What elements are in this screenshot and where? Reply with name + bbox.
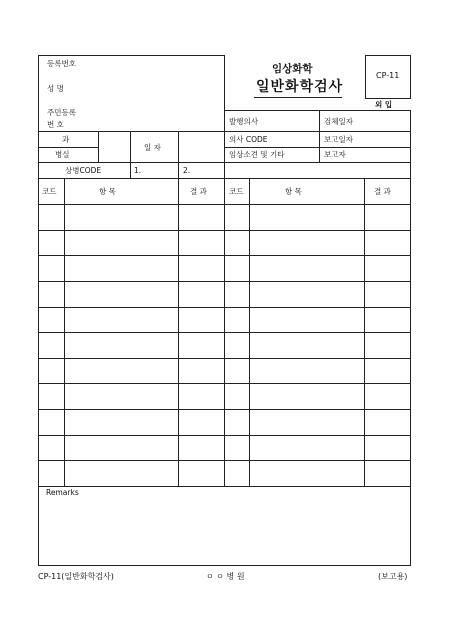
row-line <box>38 162 411 163</box>
clinical-note-label: 임상소견 및 기타 <box>229 150 285 159</box>
col-line <box>249 178 250 486</box>
col-line <box>319 110 320 162</box>
doctor-label: 발행의사 <box>229 117 258 126</box>
col-header-code-left: 코드 <box>42 187 57 196</box>
outpatient-inpatient-label: 외 입 <box>375 100 393 109</box>
row-line <box>224 131 411 132</box>
remarks-label: Remarks <box>46 488 79 497</box>
form-title: 일반화학검사 <box>256 79 344 95</box>
reg-no-label: 등록번호 <box>47 59 76 68</box>
table-row-line <box>38 435 411 436</box>
table-row-line <box>38 230 411 231</box>
report-date-label: 보고일자 <box>324 135 353 144</box>
specimen-date-label: 검체일자 <box>324 117 353 126</box>
table-row-line <box>38 486 411 487</box>
col-header-result-right: 결 과 <box>374 187 391 196</box>
row-line <box>38 204 411 205</box>
frame-line <box>38 565 411 566</box>
name-label: 성 명 <box>47 84 64 93</box>
col-header-code-right: 코드 <box>229 187 244 196</box>
disease-code-2: 2. <box>183 166 191 175</box>
row-line <box>38 147 98 148</box>
table-row-line <box>38 332 411 333</box>
row-line <box>224 147 411 148</box>
frame-line <box>224 110 410 111</box>
footer-form-name: CP-11(일반화학검사) <box>38 572 114 581</box>
resident-no-label-1: 주민등록 <box>47 108 76 117</box>
row-line <box>38 178 411 179</box>
col-line <box>64 178 65 486</box>
row-line <box>38 131 225 132</box>
col-header-result-left: 결 과 <box>190 187 207 196</box>
table-row-line <box>38 358 411 359</box>
table-row-line <box>38 281 411 282</box>
frame-line <box>38 55 225 56</box>
resident-no-label-2: 번 호 <box>47 120 64 129</box>
form-code: CP-11 <box>376 71 400 80</box>
table-row-line <box>38 255 411 256</box>
disease-code-label: 상병CODE <box>65 166 102 175</box>
col-header-item-left: 항 목 <box>99 187 116 196</box>
table-row-line <box>38 383 411 384</box>
footer-copy: (보고용) <box>378 572 408 581</box>
footer-hospital: ㅇ ㅇ 병 원 <box>206 572 245 581</box>
reporter-label: 보고자 <box>324 150 346 159</box>
col-line <box>364 178 365 486</box>
table-row-line <box>38 307 411 308</box>
ward-label: 병실 <box>55 150 70 159</box>
doctor-code-label: 의사 CODE <box>229 135 268 144</box>
title-underline <box>254 97 342 98</box>
col-line <box>178 178 179 486</box>
form-subtitle: 임상화학 <box>272 63 313 75</box>
frame-line <box>224 55 225 486</box>
col-line <box>98 131 99 162</box>
dept-label: 과 <box>62 135 70 144</box>
date-label: 일 자 <box>144 143 161 152</box>
col-header-item-right: 항 목 <box>285 187 302 196</box>
col-line <box>178 131 179 178</box>
table-row-line <box>38 409 411 410</box>
table-row-line <box>38 460 411 461</box>
col-line <box>130 131 131 178</box>
disease-code-1: 1. <box>134 166 142 175</box>
